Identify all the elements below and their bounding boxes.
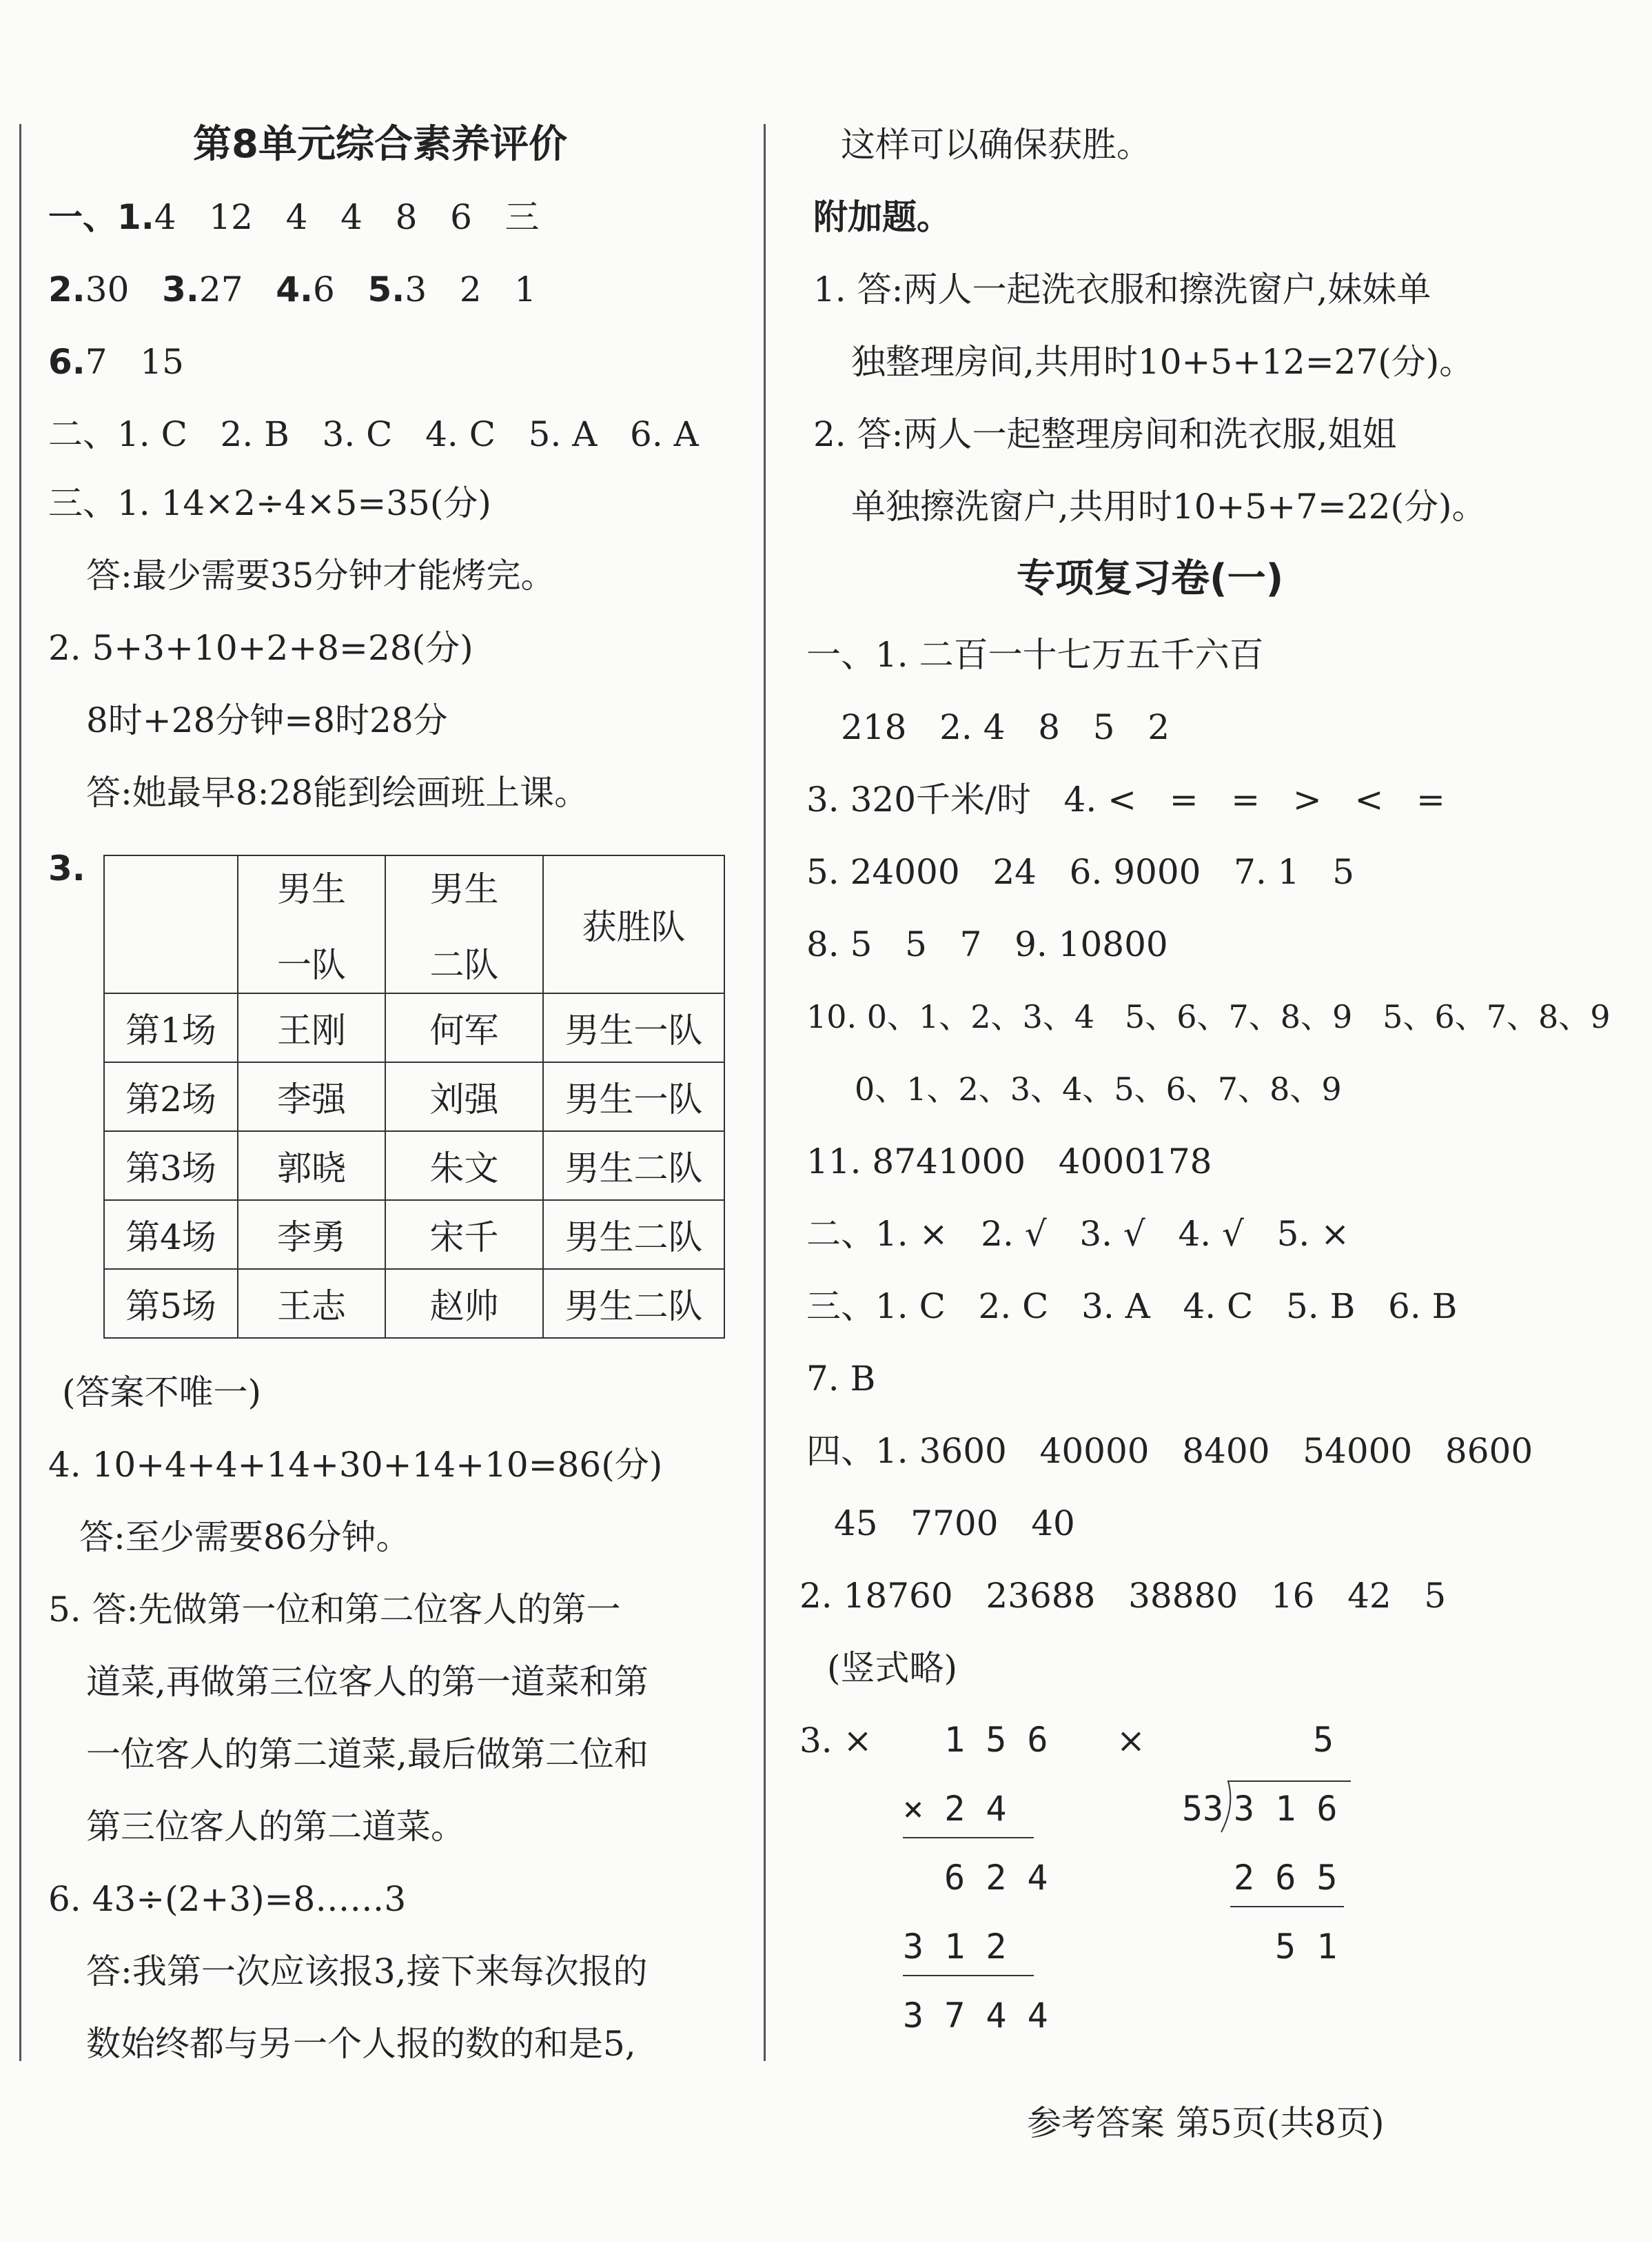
page-footer: 参考答案 第5页(共8页) [1027, 2103, 1385, 2143]
cell: 第2场 [104, 1062, 238, 1131]
header-text: 男生 [277, 869, 346, 909]
label: 2. [48, 270, 85, 309]
note: (答案不唯一) [62, 1372, 262, 1412]
cell: 刘强 [385, 1062, 543, 1131]
cell: 第5场 [104, 1269, 238, 1338]
x-mark: × [1116, 1721, 1145, 1760]
cell: 第4场 [104, 1200, 238, 1269]
cell: 何军 [385, 993, 543, 1062]
value: 4 12 4 4 8 6 三 [154, 197, 540, 237]
s1-line2 [48, 269, 536, 310]
label: 3. [162, 270, 199, 309]
review-line: 7. B [806, 1359, 876, 1399]
match-table [103, 855, 725, 1339]
review-line: 一、1. 二百一十七万五千六百 [806, 635, 1264, 675]
review-line: 8. 5 5 7 9. 10800 [806, 924, 1168, 964]
table-header [238, 855, 385, 993]
left-margin-rule [19, 124, 21, 2061]
a6-line: 答:我第一次应该报3,接下来每次报的 [86, 1951, 648, 1991]
div-sub: 2 6 5 [1234, 1858, 1338, 1898]
column-divider [764, 124, 766, 2061]
extra-q1: 1. 答:两人一起洗衣服和擦洗窗户,妹妹单 [813, 270, 1431, 309]
review-line: 0、1、2、3、4、5、6、7、8、9 [855, 1070, 1342, 1108]
extra-q1: 独整理房间,共用时10+5+12=27(分)。 [851, 342, 1474, 382]
header-text: 一队 [277, 945, 346, 985]
table-corner [104, 855, 238, 993]
value: 6 [313, 270, 368, 309]
div-remainder: 5 1 [1275, 1927, 1338, 1967]
review-line: 218 2. 4 8 5 2 [841, 707, 1170, 747]
a6-line: 数始终都与另一个人报的数的和是5, [86, 2024, 636, 2064]
review-title: 专项复习卷(一) [1017, 556, 1284, 601]
mult-rule [903, 1837, 1034, 1838]
label: 5. [367, 270, 405, 309]
review-line: (竖式略) [827, 1648, 958, 1688]
label: 4. [276, 270, 314, 309]
cell: 第1场 [104, 993, 238, 1062]
review-line: 三、1. C 2. C 3. A 4. C 5. B 6. B [806, 1286, 1458, 1326]
q5-line: 道菜,再做第三位客人的第一道菜和第 [86, 1662, 649, 1702]
s3-q2: 2. 5+3+10+2+8=28(分) [48, 628, 473, 668]
table-row [104, 1062, 724, 1131]
review-line: 5. 24000 24 6. 9000 7. 1 5 [806, 852, 1355, 892]
review-line: 11. 8741000 4000178 [806, 1141, 1212, 1181]
table-row [104, 1200, 724, 1269]
label: 6. [48, 342, 85, 382]
value: 3 2 1 [405, 270, 537, 309]
mult-rule [903, 1975, 1034, 1976]
cell: 男生一队 [543, 1062, 724, 1131]
div-dividend: 3 1 6 [1234, 1789, 1338, 1829]
s3-a2: 答:她最早8:28能到绘画班上课。 [86, 773, 589, 813]
q3-label: 3. × [799, 1721, 873, 1760]
cell: 男生二队 [543, 1131, 724, 1200]
q5-line: 一位客人的第二道菜,最后做第二位和 [86, 1734, 649, 1774]
q4: 4. 10+4+4+14+30+14+10=86(分) [48, 1445, 663, 1485]
table-row [104, 1269, 724, 1338]
header-text: 二队 [429, 945, 499, 985]
mult-a: 1 5 6 [944, 1720, 1048, 1760]
cell: 男生二队 [543, 1269, 724, 1338]
cell: 第3场 [104, 1131, 238, 1200]
extra-q2: 单独擦洗窗户,共用时10+5+7=22(分)。 [851, 487, 1487, 527]
continuation: 这样可以确保获胜。 [841, 125, 1151, 165]
cell: 宋千 [385, 1200, 543, 1269]
review-line: 45 7700 40 [834, 1503, 1075, 1543]
mult-b: × 2 4 [903, 1789, 1007, 1829]
s3-q1: 三、1. 14×2÷4×5=35(分) [48, 483, 491, 523]
q6: 6. 43÷(2+3)=8……3 [48, 1879, 407, 1919]
cell: 赵帅 [385, 1269, 543, 1338]
header-text: 男生 [429, 869, 499, 909]
a4: 答:至少需要86分钟。 [79, 1517, 411, 1557]
extra-q2: 2. 答:两人一起整理房间和洗衣服,姐姐 [813, 414, 1397, 454]
cell: 王刚 [238, 993, 385, 1062]
div-quotient: 5 [1313, 1720, 1334, 1760]
review-line: 2. 18760 23688 38880 16 42 5 [799, 1576, 1447, 1616]
value: 7 15 [85, 342, 184, 382]
label: 一、1. [48, 197, 154, 237]
s3-q3-label: 3. [48, 849, 85, 889]
mult-result: 3 7 4 4 [903, 1996, 1048, 2036]
value: 27 [198, 270, 276, 309]
table-header: 获胜队 [543, 855, 724, 993]
review-line: 四、1. 3600 40000 8400 54000 8600 [806, 1431, 1533, 1471]
cell: 朱文 [385, 1131, 543, 1200]
s3-a1: 答:最少需要35分钟才能烤完。 [86, 556, 555, 596]
table-header [385, 855, 543, 993]
review-line: 10. 0、1、2、3、4 5、6、7、8、9 5、6、7、8、9 [806, 998, 1611, 1035]
s2-answers: 二、1. C 2. B 3. C 4. C 5. A 6. A [48, 414, 699, 454]
table-row [104, 993, 724, 1062]
mult-p1: 6 2 4 [944, 1858, 1048, 1898]
cell: 男生一队 [543, 993, 724, 1062]
div-divisor: 53 [1182, 1789, 1224, 1829]
cell: 男生二队 [543, 1200, 724, 1269]
div-rule [1230, 1906, 1344, 1907]
unit-title: 第8单元综合素养评价 [193, 122, 567, 167]
s3-q2b: 8时+28分钟=8时28分 [86, 700, 448, 740]
mult-p2: 3 1 2 [903, 1927, 1007, 1967]
review-line: 3. 320千米/时 4. < = = > < = [806, 780, 1445, 820]
cell: 郭晓 [238, 1131, 385, 1200]
value: 30 [85, 270, 163, 309]
q5-line: 5. 答:先做第一位和第二位客人的第一 [48, 1590, 621, 1630]
s1-line1 [48, 196, 540, 238]
review-line: 二、1. × 2. √ 3. √ 4. √ 5. × [806, 1214, 1350, 1254]
table-row [104, 1131, 724, 1200]
q5-line: 第三位客人的第二道菜。 [86, 1807, 465, 1847]
extra-title: 附加题。 [813, 197, 951, 237]
cell: 王志 [238, 1269, 385, 1338]
cell: 李强 [238, 1062, 385, 1131]
cell: 李勇 [238, 1200, 385, 1269]
s1-line3 [48, 341, 184, 383]
